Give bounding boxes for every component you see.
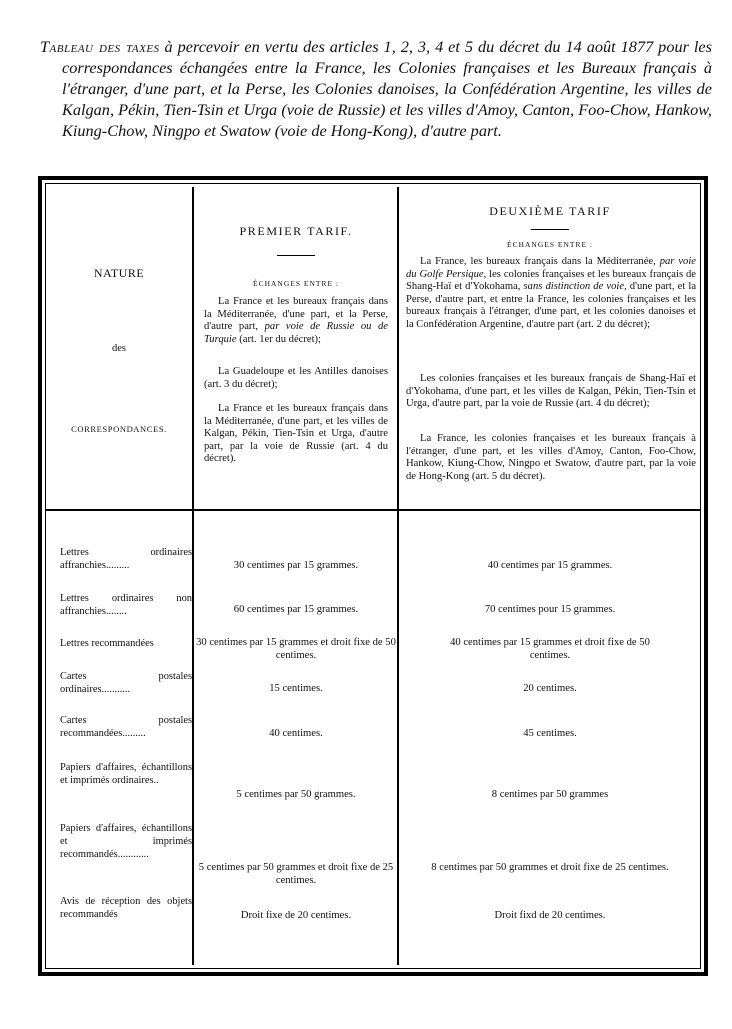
- row-premier-lettres-recommandees: 30 centimes par 15 grammes et droit fixe de 50 centimes.: [196, 637, 396, 661]
- row-label-papiers-ordinaires: Papiers d'affaires, échantillons et imprimés ordinaires..: [60, 762, 192, 786]
- row-premier-papiers-recommandes: 5 centimes par 50 grammes et droit fixe de 25 centimes.: [198, 862, 394, 886]
- nature-header-line2: des: [112, 343, 126, 354]
- row-premier-cartes-recommandees: 40 centimes.: [269, 728, 323, 739]
- row-label-avis-reception: Avis de réception des objets recommandés: [60, 896, 192, 920]
- row-label-papiers-recommandes: Papiers d'affaires, échantillons et imprimés recommandés............: [60, 823, 192, 860]
- premier-tarif-paragraph-1: [204, 296, 388, 346]
- premier-p1-italic: par voie de Russie ou de Turquie: [204, 321, 388, 345]
- row-deuxieme-avis-reception: Droit fixd de 20 centimes.: [494, 910, 606, 921]
- premier-tarif-paragraph-2: La Guadeloupe et les Antilles danoises (art. 3 du décret);: [204, 366, 388, 390]
- premier-tarif-dash: [277, 255, 315, 256]
- premier-tarif-paragraph-3: La France et les bureaux français dans la Méditerranée, d'une part, et les villes de Kalgan, Pékin, Tien-Tsin et Urga, d'autre part, par la voie de Russie (art. 4 du décret).: [204, 403, 388, 465]
- row-deuxieme-lettres-affranchies: 40 centimes par 15 grammes.: [487, 560, 613, 571]
- deuxieme-tarif-heading: DEUXIÈME TARIF: [489, 204, 611, 218]
- column-rule-2: [397, 187, 399, 965]
- row-deuxieme-papiers-recommandes: 8 centimes par 50 grammes et droit fixe de 25 centimes.: [431, 862, 669, 873]
- row-premier-lettres-affranchies: 30 centimes par 15 grammes.: [233, 560, 359, 571]
- row-premier-cartes-ordinaires: 15 centimes.: [269, 683, 323, 694]
- deuxieme-tarif-paragraph-3: La France, les colonies françaises et les bureaux français à l'étranger, d'une part, et les villes d'Amoy, Canton, Foo-Chow, Hankow, Kiung-Chow, Ningpo et Swatow, d'autre part, par la voie de Hong-Kong (art. 5 du décret).: [406, 433, 696, 482]
- deuxieme-tarif-dash: [531, 229, 569, 230]
- row-deuxieme-lettres-non-affranchies: 70 centimes pour 15 grammes.: [484, 604, 616, 615]
- deuxieme-tarif-paragraph-1: [406, 256, 696, 332]
- premier-tarif-subheading: ÉCHANGES ENTRE :: [253, 279, 339, 288]
- deuxieme-p1-a: La France, les bureaux français dans la Méditerranée,: [420, 256, 656, 267]
- deuxieme-p1-b: , les colonies françaises et les bureaux français de Shang-Haï et d'Yokohama,: [406, 268, 696, 293]
- title-lead: Tableau des taxes: [40, 37, 160, 56]
- column-rule-1: [192, 187, 194, 965]
- row-label-lettres-recommandees: Lettres recommandées: [60, 638, 154, 649]
- premier-p1-end: (art. 1er du décret);: [239, 333, 321, 345]
- deuxieme-tarif-paragraph-2: Les colonies françaises et les bureaux français de Shang-Haï et d'Yokohama, d'une part, et les villes de Kalgan, Pékin, Tien-Tsin et Urga, d'autre part, par la voie de Russie (art. 4 du décret);: [406, 373, 696, 410]
- deuxieme-p1-c: , d'une part, et la Perse, d'autre part, et entre la France, les colonies françaises et les bureaux français à l'étranger, d'une part, et les colonies danoises et la Confédération Argentine, d'autre part (art. 2 du décret);: [406, 281, 697, 330]
- nature-header-line3: CORRESPONDANCES.: [71, 424, 167, 434]
- row-label-lettres-affranchies: Lettres ordinaires affranchies.........: [60, 547, 192, 571]
- row-label-cartes-recommandees: Cartes postales recommandées.........: [60, 715, 192, 739]
- document-title: [40, 36, 712, 141]
- premier-p1-text: La France et les bureaux français dans la Méditerranée, d'une part, et la Perse, d'autre part,: [204, 296, 388, 333]
- row-deuxieme-cartes-ordinaires: 20 centimes.: [523, 683, 577, 694]
- header-rule: [46, 509, 700, 511]
- row-label-lettres-non-affranchies: Lettres ordinaires non affranchies........: [60, 593, 192, 617]
- row-deuxieme-cartes-recommandees: 45 centimes.: [523, 728, 577, 739]
- deuxieme-tarif-subheading: ÉCHANGES ENTRE :: [507, 240, 593, 249]
- row-deuxieme-lettres-recommandees: 40 centimes par 15 grammes et droit fixe de 50 centimes.: [450, 637, 650, 661]
- row-label-cartes-ordinaires: Cartes postales ordinaires...........: [60, 671, 192, 695]
- row-premier-lettres-non-affranchies: 60 centimes par 15 grammes.: [233, 604, 359, 615]
- row-deuxieme-papiers-ordinaires: 8 centimes par 50 grammes: [491, 789, 609, 800]
- row-premier-papiers-ordinaires: 5 centimes par 50 grammes.: [236, 789, 356, 800]
- title-text: à percevoir en vertu des articles 1, 2, 3, 4 et 5 du décret du 14 août 1877 pour les correspondances échangées entre la France, les Colonies françaises et les Bureaux français à l'étranger, d'une part, et la Perse, les Colonies danoises, la Confédération Argentine, les villes de Kalgan, Pékin, Tien-Tsin et Urga (voie de Russie) et les villes d'Amoy, Canton, Foo-Chow, Hankow, Kiung-Chow, Ningpo et Swatow (voie de Hong-Kong), d'autre part.: [62, 37, 712, 140]
- deuxieme-p1-italic2: sans distinction de voie: [523, 281, 625, 293]
- deuxieme-p1-italic1: par voie du Golfe Persique: [406, 256, 696, 280]
- row-premier-avis-reception: Droit fixe de 20 centimes.: [240, 910, 352, 921]
- nature-header-line1: NATURE: [93, 266, 145, 280]
- premier-tarif-heading: PREMIER TARIF.: [239, 224, 353, 238]
